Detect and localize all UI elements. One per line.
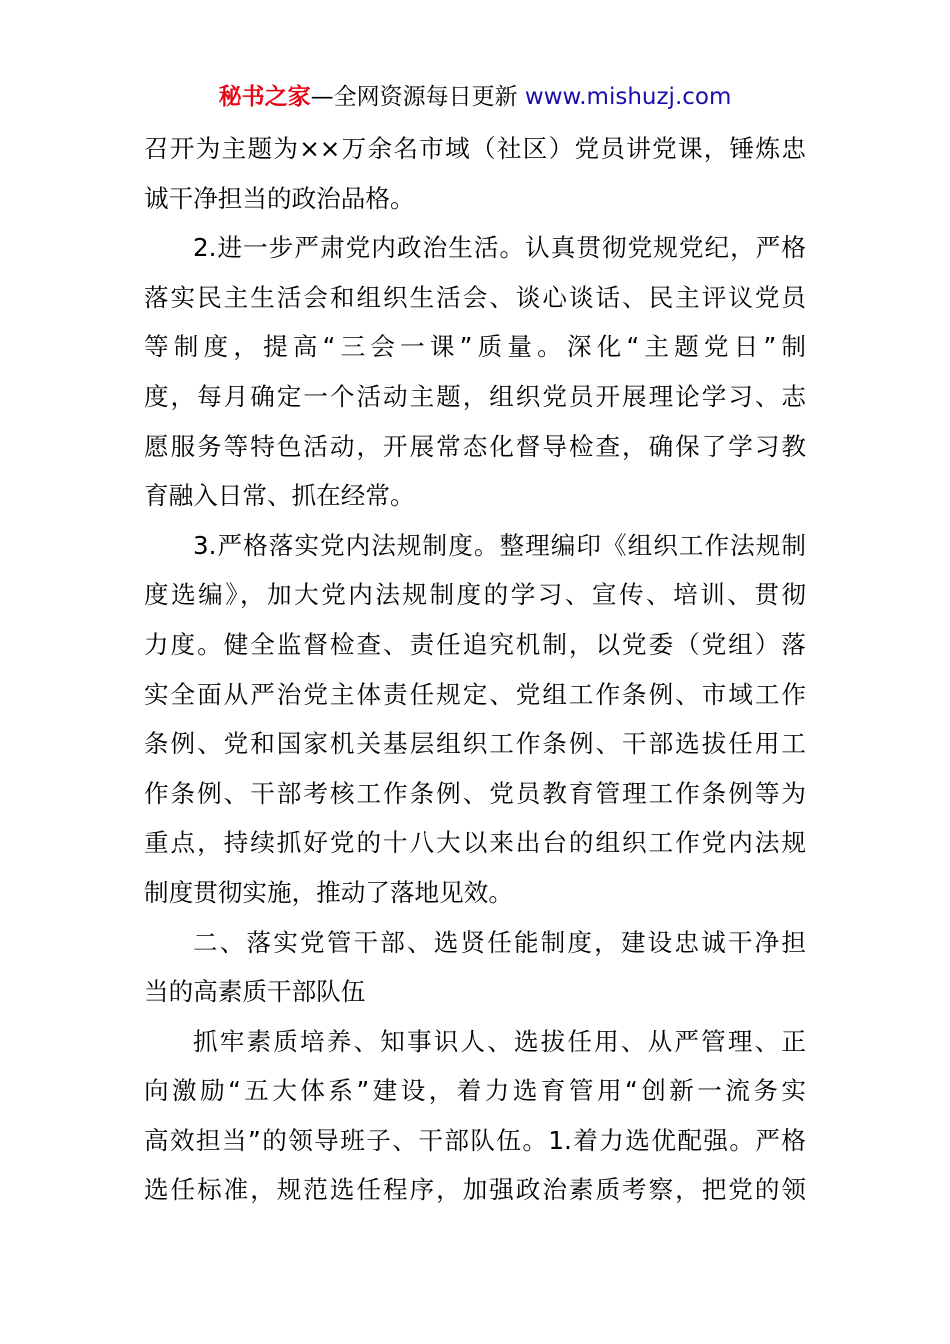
text-line: 重点，持续抓好党的十八大以来出台的组织工作党内法规 [144,828,806,858]
site-url-link[interactable]: www.mishuzj.com [524,84,732,110]
text-line: 实全面从严治党主体责任规定、党组工作条例、市域工作 [144,679,806,709]
document-body [144,124,806,1215]
text-line: 选任标准，规范选任程序，加强政治素质考察，把党的领 [144,1175,806,1205]
text-line: 向激励“五大体系”建设，着力选育管用“创新一流务实 [144,1076,806,1106]
text-line: 落实民主生活会和组织生活会、谈心谈话、民主评议党员 [144,282,806,312]
text-line: 度选编》，加大党内法规制度的学习、宣传、培训、贯彻 [144,580,806,610]
text-line: 育融入日常、抓在经常。 [144,481,415,511]
text-line: 召开为主题为××万余名市域（社区）党员讲党课，锤炼忠 [144,134,806,163]
page-header [0,80,950,114]
text-line: 抓牢素质培养、知事识人、选拔任用、从严管理、正 [193,1026,806,1056]
site-tagline: —全网资源每日更新 [310,84,525,110]
text-line: 愿服务等特色活动，开展常态化督导检查，确保了学习教 [144,431,806,461]
text-line: 高效担当”的领导班子、干部队伍。1.着力选优配强。严格 [144,1125,806,1155]
text-line: 等制度，提高“三会一课”质量。深化“主题党日”制 [144,332,806,362]
text-line: 度，每月确定一个活动主题，组织党员开展理论学习、志 [144,381,806,411]
text-line: 制度贯彻实施，推动了落地见效。 [144,877,513,907]
site-brand: 秘书之家 [218,84,311,110]
text-line: 2.进一步严肃党内政治生活。认真贯彻党规党纪，严格 [193,233,806,263]
text-line: 作条例、干部考核工作条例、党员教育管理工作条例等为 [144,778,806,808]
section-heading-line: 当的高素质干部队伍 [144,977,366,1007]
text-line: 3.严格落实党内法规制度。整理编印《组织工作法规制 [193,530,806,560]
text-line: 诚干净担当的政治品格。 [144,183,415,213]
text-line: 力度。健全监督检查、责任追究机制，以党委（党组）落 [144,629,806,659]
section-heading-line: 二、落实党管干部、选贤任能制度，建设忠诚干净担 [193,927,806,957]
text-line: 条例、党和国家机关基层组织工作条例、干部选拔任用工 [144,729,806,759]
